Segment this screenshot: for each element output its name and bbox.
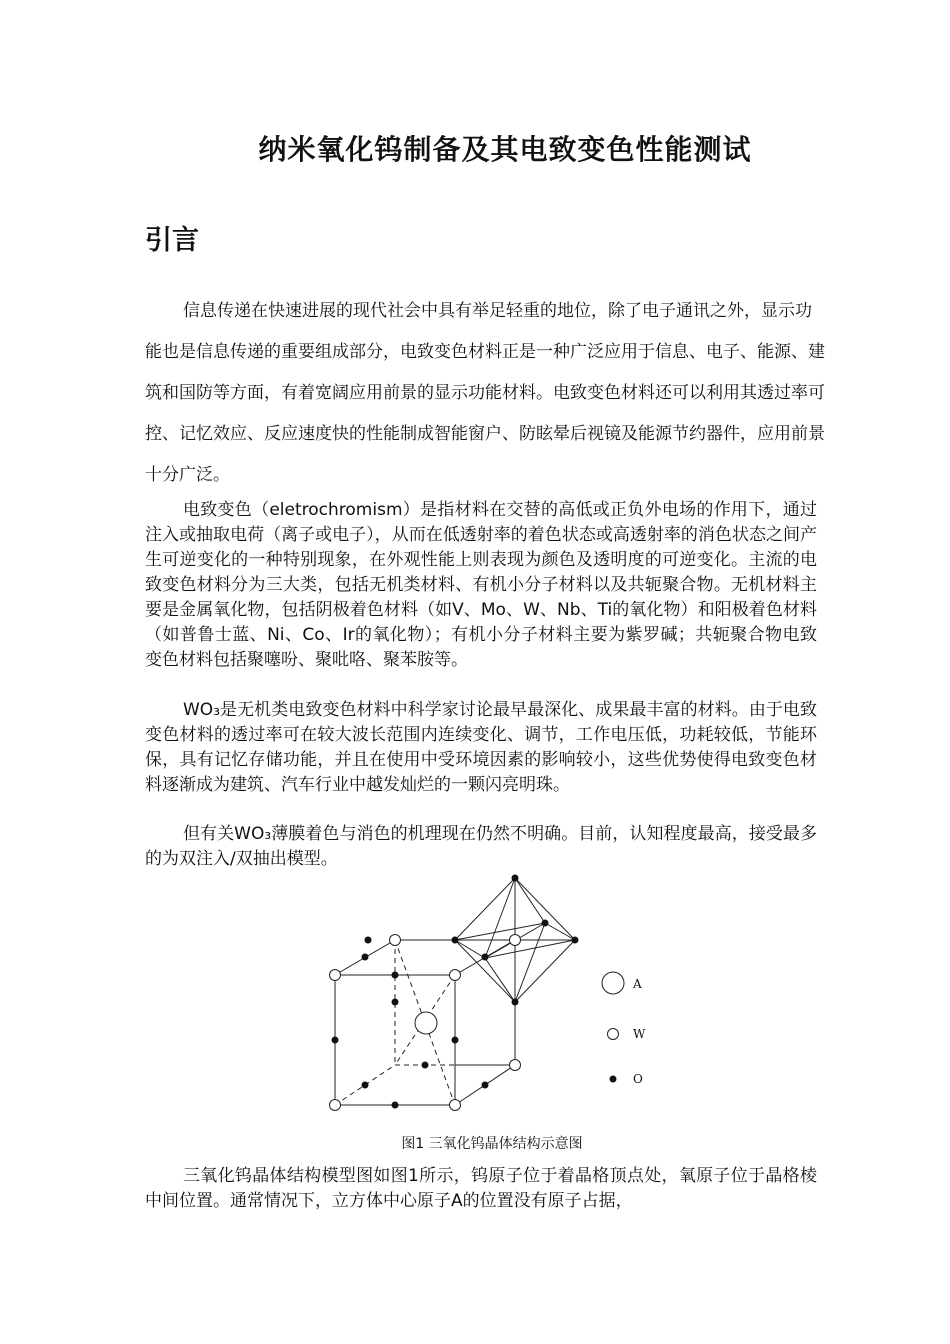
legend-label-w: W <box>633 1027 646 1041</box>
legend-label-o: O <box>633 1072 643 1086</box>
document-title: 纳米氧化钨制备及其电致变色性能测试 <box>258 133 752 166</box>
paragraph-1: 信息传递在快速进展的现代社会中具有举足轻重的地位，除了电子通讯之外，显示功能也是信息传递的重要组成部分，电致变色材料正是一种广泛应用于信息、电子、能源、建筑和国防等方面，有着宽阔应用前景的显示功能材料。电致变色材料还可以利用其透过率可控、记忆效应、反应速度快的性能制成智能窗户、防眩晕后视镜及能源节约器件，应用前景十分广泛。 <box>145 301 825 485</box>
figure-caption: 图1 三氧化钨晶体结构示意图 <box>401 1136 583 1152</box>
paragraph-5: 三氧化钨晶体结构模型图如图1所示，钨原子位于着晶格顶点处，氧原子位于晶格棱中间位置。通常情况下，立方体中心原子A的位置没有原子占据， <box>145 1166 817 1211</box>
paragraph-3: WO₃是无机类电致变色材料中科学家讨论最早最深化、成果最丰富的材料。由于电致变色材料的透过率可在较大波长范围内连续变化、调节，工作电压低，功耗较低，节能环保，具有记忆存储功能，并且在使用中受环境因素的影响较小，这些优势使得电致变色材料逐渐成为建筑、汽车行业中越发灿烂的一颗闪亮明珠。 <box>145 700 817 795</box>
legend-label-a: A <box>633 977 642 991</box>
paragraph-2: 电致变色（eletrochromism）是指材料在交替的高低或正负外电场的作用下，通过注入或抽取电荷（离子或电子），从而在低透射率的着色状态或高透射率的消色状态之间产生可逆变化的一种特别现象，在外观性能上则表现为颜色及透明度的可逆变化。主流的电致变色材料分为三大类，包括无机类材料、有机小分子材料以及共轭聚合物。无机材料主要是金属氧化物，包括阴极着色材料（如V、Mo、W、Nb、Ti的氧化物）和阳极着色材料（如普鲁士蓝、Ni、Co、Ir的氧化物）；有机小分子材料主要为紫罗碱；共轭聚合物电致变色材料包括聚噻吩、聚吡咯、聚苯胺等。 <box>145 500 817 670</box>
figure-legend <box>602 972 646 1086</box>
crystal-structure-figure <box>320 868 660 1118</box>
paragraph-4: 但有关WO₃薄膜着色与消色的机理现在仍然不明确。目前，认知程度最高，接受最多的为双注入/双抽出模型。 <box>145 824 817 869</box>
section-heading: 引言 <box>145 225 199 256</box>
